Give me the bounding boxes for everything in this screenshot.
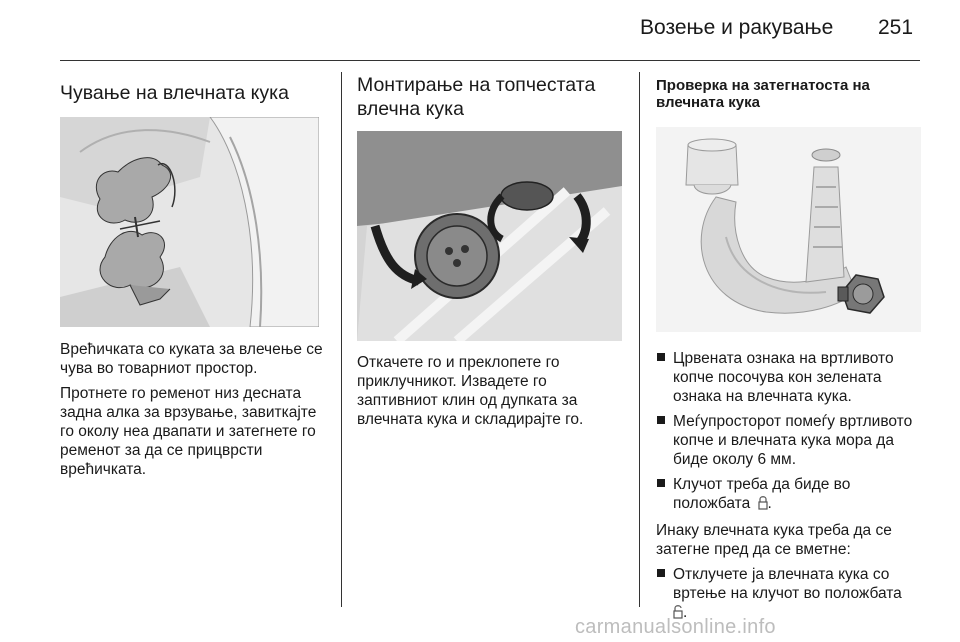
page-number: 251: [878, 16, 914, 39]
bullet-text: Црвената ознака на вртливото копче посочува кон зелената ознака на влечната кука.: [673, 350, 894, 405]
section-heading-tension-line-2: влечната кука: [656, 94, 760, 111]
column-tension-check: [656, 72, 924, 630]
list-item: Клучот треба да биде во положбата .: [656, 475, 924, 515]
column-divider-left: [341, 72, 342, 607]
bullet-square-icon: [657, 569, 665, 577]
bullet-square-icon: [657, 416, 665, 424]
tension-check-list: [656, 349, 924, 515]
list-item: [656, 412, 924, 469]
bullet-text: Отклучете ја влечната кука со вртење на клучот во положбата: [673, 566, 902, 602]
bullet-square-icon: [657, 353, 665, 361]
list-item: Отклучете ја влечната кука со вртење на клучот во положбата .: [656, 565, 924, 624]
illustration-towbar-bag-in-trunk: [60, 117, 319, 327]
illustration-towbar-ball: [656, 127, 921, 332]
illustration-towbar-socket-mounting: [357, 131, 622, 341]
watermark: carmanualsonline.info: [575, 616, 776, 638]
key-lock-closed-icon: [758, 495, 768, 515]
column-divider-right: [639, 72, 640, 607]
section-heading-storage: Чување на влечната кука: [60, 82, 289, 104]
section-heading-tension-check: [656, 77, 924, 111]
section-heading-mounting: [357, 73, 625, 121]
bullet-square-icon: [657, 479, 665, 487]
section-heading-mounting-line-1: Монтирање на топчестата: [357, 74, 596, 96]
bullet-text: Меѓупросторот помеѓу вртливото копче и влечната кука мора да биде околу 6 мм.: [673, 413, 913, 468]
section-heading-tension-line-1: Проверка на затегнатоста на: [656, 77, 870, 94]
section-heading-mounting-line-2: влечна кука: [357, 98, 464, 120]
paragraph-mounting-instructions: Откачете го и преклопете го приклучникот. Извадете го заптивниот клин од дупката за влечната кука и складирајте го.: [357, 354, 584, 428]
header-divider: [60, 60, 920, 61]
page-header-title: Возење и ракување: [640, 16, 834, 39]
list-item: [656, 349, 924, 406]
paragraph-securing-bag: Протнете го ременот низ десната задна алка за врзување, завиткајте го околу неа двапати и затегнете го ременот за да се прицврсти врећичката.: [60, 385, 317, 478]
paragraph-storage-location: Врећичката со куката за влечење се чува во товарниот простор.: [60, 341, 323, 377]
column-storage: [60, 72, 328, 485]
column-mounting: [357, 72, 625, 435]
bullet-text: Клучот треба да биде во положбата: [673, 476, 851, 512]
paragraph-otherwise-tighten: Инаку влечната кука треба да се затегне пред да се вметне:: [656, 522, 892, 558]
